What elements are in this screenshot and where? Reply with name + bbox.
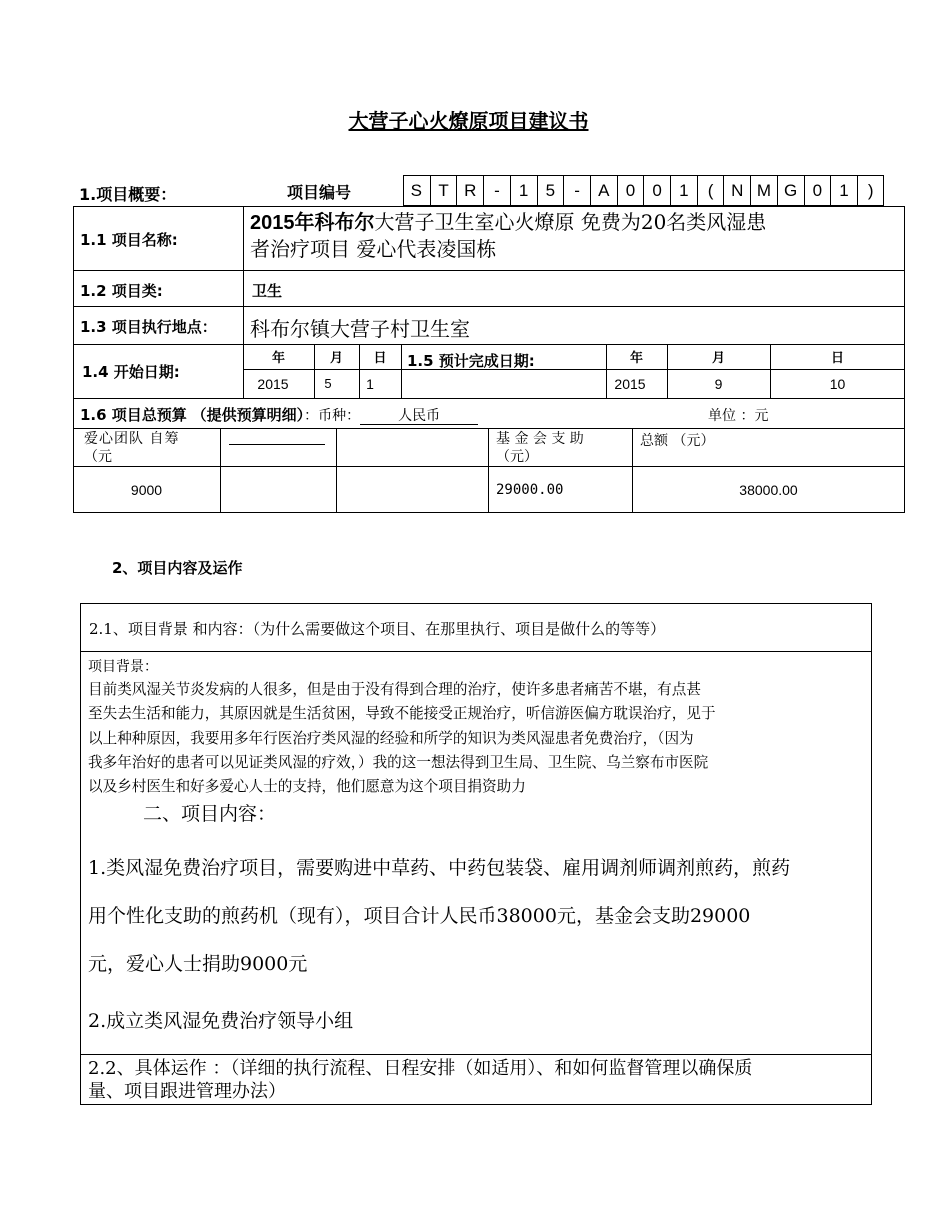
project-code-char: ) <box>857 175 884 206</box>
content-item-1 <box>88 844 790 988</box>
content-item-1-line: 1.类风湿免费治疗项目，需要购进中草药、中药包装袋、雇用调剂师调剂煎药，煎药 <box>88 857 791 879</box>
team-header-line1: 爱心团队 自筹 <box>84 431 180 447</box>
background-line: 至失去生活和能力，其原因就是生活贫困，导致不能接受正规治疗，听信游医偏方耽误治疗，见于 <box>88 705 716 723</box>
project-code-char: 1 <box>510 175 537 206</box>
background-text <box>88 678 716 799</box>
end-date-label: 1.5 预计完成日期: <box>407 352 535 370</box>
background-line: 以上种种原因，我要用多年行医治疗类风湿的经验和所学的知识为类风湿患者免费治疗，（因为 <box>88 729 694 747</box>
project-code-char: M <box>750 175 777 206</box>
start-date-label: 1.4 开始日期: <box>82 363 180 381</box>
project-code-label: 项目编号 <box>287 183 352 202</box>
budget-label: 1.6 项目总预算 <box>80 406 187 424</box>
project-code-char: 5 <box>537 175 564 206</box>
start-month-value: 5 <box>324 376 332 391</box>
budget-row <box>80 404 478 425</box>
background-label: 2.1、项目背景 和内容：（为什么需要做这个项目、在那里执行、项目是做什么的等等） <box>89 620 666 638</box>
overview-label: 1.项目概要： <box>79 185 177 204</box>
project-name-value <box>250 209 766 262</box>
end-day-value: 10 <box>829 375 846 392</box>
background-line: 我多年治好的患者可以见证类风湿的疗效，）我的这一想法得到卫生局、卫生院、乌兰察布市医院 <box>88 753 709 771</box>
project-code-char: R <box>456 175 483 206</box>
project-code-char: G <box>777 175 804 206</box>
project-name-label: 1.1 项目名称: <box>80 231 178 249</box>
project-code-char: A <box>590 175 617 206</box>
end-month-value: 9 <box>714 375 723 392</box>
end-year-value: 2015 <box>614 375 646 392</box>
project-location-label: 1.3 项目执行地点： <box>80 318 217 336</box>
project-code-char: T <box>430 175 457 206</box>
project-name-line2: 者治疗项目 爱心代表凌国栋 <box>250 237 497 261</box>
document-title: 大营子心火燎原项目建议书 <box>348 109 589 133</box>
operations-label <box>88 1057 752 1103</box>
team-header-line2: （元 <box>84 449 112 465</box>
project-code-char: 1 <box>670 175 697 206</box>
team-value: 9000 <box>130 481 163 498</box>
project-type-label: 1.2 项目类: <box>80 282 163 300</box>
project-name-year: 2015年科布尔 <box>250 212 375 234</box>
end-year-header: 年 <box>629 350 643 365</box>
fund-header-line2: （元） <box>496 449 538 465</box>
operations-line2: 量、项目跟进管理办法） <box>88 1081 286 1102</box>
project-location-value: 科布尔镇大营子村卫生室 <box>250 317 470 341</box>
project-code-char: 0 <box>617 175 644 206</box>
team-header <box>84 430 179 466</box>
project-code-char: - <box>563 175 590 206</box>
project-name-rest: 大营子卫生室心火燎原 免费为20名类风湿患 <box>374 210 767 234</box>
budget-detail-label: （提供预算明细） <box>191 406 305 424</box>
end-month-header: 月 <box>711 350 725 365</box>
content-item-1-line: 元，爱心人士捐助9000元 <box>88 953 308 975</box>
fund-value: 29000.00 <box>496 482 564 498</box>
currency-value: 人民币 <box>360 408 478 425</box>
start-day-value: 1 <box>366 375 374 392</box>
project-code-char: 0 <box>804 175 831 206</box>
project-code-char: - <box>483 175 510 206</box>
background-line: 目前类风湿关节炎发病的人很多，但是由于没有得到合理的治疗，使许多患者痛苦不堪，有点甚 <box>88 681 701 698</box>
project-code-char: S <box>410 180 423 200</box>
section2-heading: 2、项目内容及运作 <box>112 559 243 577</box>
content-item-1-line: 用个性化支助的煎药机（现有），项目合计人民币38000元，基金会支助29000 <box>88 905 751 927</box>
total-header: 总额 （元） <box>640 433 715 449</box>
start-year-header: 年 <box>271 350 285 365</box>
start-year-value: 2015 <box>257 375 289 392</box>
start-month-header: 月 <box>329 350 343 365</box>
project-code-char: ( <box>697 175 724 206</box>
content-title: 二、项目内容： <box>143 803 277 825</box>
project-code-char: 1 <box>830 175 857 206</box>
unit-label: 单位 ：元 <box>708 408 769 424</box>
background-title: 项目背景： <box>88 659 158 675</box>
background-line: 以及乡村医生和好多爱心人士的支持，他们愿意为这个项目捐资助力 <box>88 778 526 796</box>
start-day-header: 日 <box>373 350 387 365</box>
project-code-char: N <box>723 175 750 206</box>
total-value: 38000.00 <box>739 481 798 498</box>
currency-label: ：币种： <box>304 408 361 424</box>
fund-header-line1: 基 金 会 支 助 <box>496 431 584 447</box>
operations-line1: 2.2、具体运作 ：（详细的执行流程、日程安排（如适用）、和如何监督管理以确保质 <box>88 1058 753 1079</box>
end-day-header: 日 <box>830 350 844 365</box>
fund-header <box>496 430 584 466</box>
content-item-2: 2.成立类风湿免费治疗领导小组 <box>88 1010 354 1032</box>
project-code-char: 0 <box>643 175 670 206</box>
project-type-value: 卫生 <box>252 282 283 300</box>
